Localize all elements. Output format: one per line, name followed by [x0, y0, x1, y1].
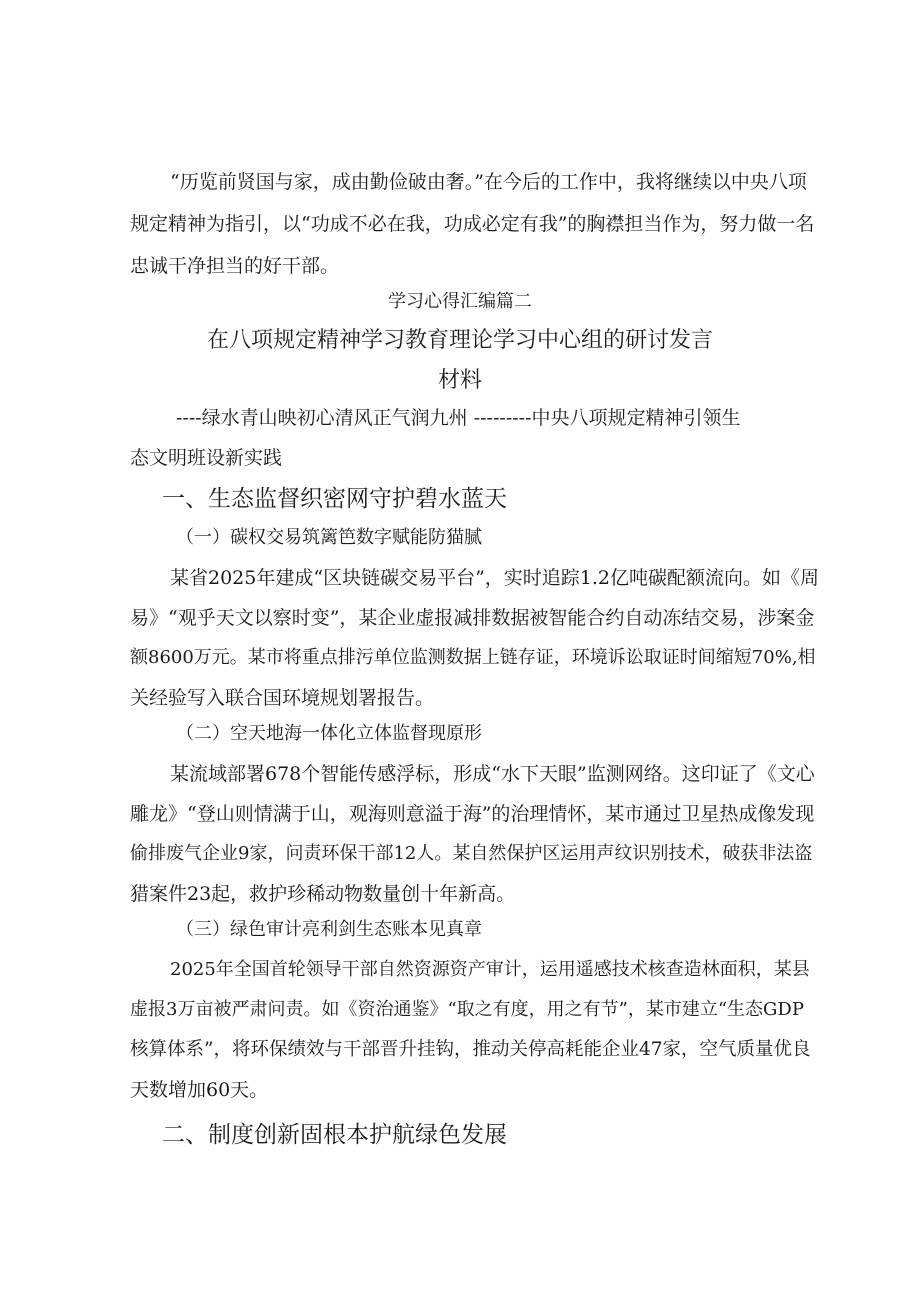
section-1-sub-1-heading: （一）碳权交易筑篱笆数字赋能防猫腻: [176, 527, 482, 548]
subtitle-line-1: ----绿水青山映初心清风正气润九州 ---------中央八项规定精神引领生: [176, 407, 741, 429]
section-1-sub-2-line-4: 猎案件23起，救护珍稀动物数量创十年新高。: [130, 883, 516, 905]
section-1-sub-3-line-4: 天数增加60天。: [130, 1079, 269, 1101]
section-1-sub-3-line-3: 核算体系”，将环保绩效与干部晋升挂钩，推动关停高耗能企业47家，空气质量优良: [130, 1039, 811, 1060]
subtitle-line-2: 态文明班设新实践: [130, 447, 283, 469]
section-1-sub-3-line-2: 虚报3万亩被严肃问责。如《资治通鉴》“取之有度，用之有节”，某市建立“生态GDP: [130, 999, 804, 1020]
intro-line-2: 规定精神为指引，以“功成不必在我，功成必定有我”的胸襟担当作为，努力做一名: [130, 213, 815, 235]
section-1-sub-1-line-2: 易》“观乎天文以察时变”，某企业虚报减排数据被智能合约自动冻结交易，涉案金: [130, 607, 815, 629]
section-1-sub-1-line-3: 额8600万元。某市将重点排污单位监测数据上链存证，环境诉讼取证时间缩短70%,相: [130, 647, 816, 668]
section-1-sub-2-heading: （二）空天地海一体化立体监督现原形: [176, 723, 482, 744]
section-1-sub-2-line-2: 雕龙》“登山则情满于山，观海则意溢于海”的治理情怀，某市通过卫星热成像发现: [130, 803, 815, 825]
section-1-sub-2-line-3: 偷排废气企业9家，问责环保干部12人。某自然保护区运用声纹识别技术，破获非法盗: [130, 843, 813, 864]
section-1-heading: 一、生态监督织密网守护碧水蓝天: [162, 486, 507, 512]
section-1-sub-1-line-1: 某省2025年建成“区块链碳交易平台”，实时追踪1.2亿吨碳配额流向。如《周: [170, 567, 819, 589]
part-title: 学习心得汇编篇二: [388, 291, 532, 312]
section-1-sub-1-line-4: 关经验写入联合国环境规划署报告。: [130, 687, 435, 709]
main-title-line-1: 在八项规定精神学习教育理论学习中心组的研讨发言: [206, 328, 713, 353]
main-title-line-2: 材料: [437, 368, 482, 393]
intro-line-3: 忠诚干净担当的好干部。: [130, 255, 340, 277]
section-1-sub-2-line-1: 某流域部署678个智能传感浮标，形成“水下天眼”监测网络。这印证了《文心: [170, 763, 815, 785]
section-2-heading: 二、制度创新固根本护航绿色发展: [162, 1122, 507, 1148]
intro-line-1: “历览前贤国与家，成由勤俭破由奢。”在今后的工作中，我将继续以中央八项: [170, 171, 807, 193]
section-1-sub-3-heading: （三）绿色审计亮利剑生态账本见真章: [176, 919, 482, 940]
section-1-sub-3-line-1: 2025年全国首轮领导干部自然资源资产审计，运用遥感技术核查造林面积，某县: [170, 959, 810, 980]
